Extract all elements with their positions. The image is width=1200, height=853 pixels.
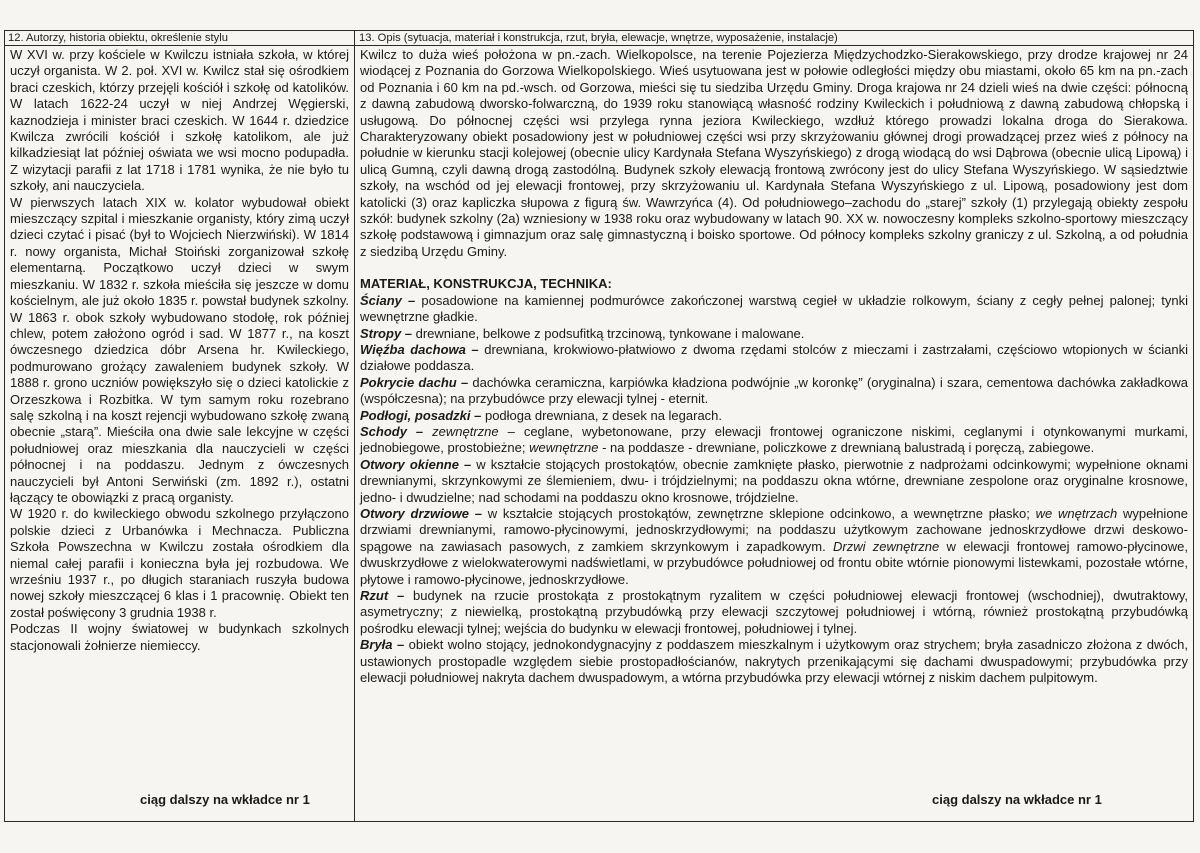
item-roofing — [360, 375, 1188, 408]
history-paragraph: W 1920 r. do kwileckiego obwodu szkolnego przyłączono polskie dzieci z Urbanówka i Mechnacza. Publiczna Szkoła Powszechna w Kwilczu została ośrodkiem dla niemal całej parafii i konieczna była jej rozbudowa. We wrześniu 1937 r., po długich staraniach ruszyła budowa nowej szkoły mieszczącej 6 klas i 1 pracownię. Obiekt ten został poświęcony 3 grudnia 1938 r. — [10, 506, 349, 620]
item-text: - na poddasze - drewniane, policzkowe z drewnianą balustradą i poręczą, zabiegowe. — [598, 440, 1095, 456]
item-term: Ściany – — [360, 292, 416, 308]
item-plan — [360, 588, 1188, 637]
item-term: Więźba dachowa – — [360, 341, 479, 357]
item-roof-truss — [360, 342, 1188, 375]
item-italic: wewnętrzne — [525, 440, 599, 456]
item-ceilings — [360, 326, 1188, 342]
item-italic: we wnętrzach — [1029, 505, 1118, 521]
item-text: dachówka ceramiczna, karpiówka kładziona podwójnie „w koronkę” (oryginalna) i szara, cementowa dachówka zakładkowa (współczesna); na przybudówce przy elewacji tylnej - eternit. — [360, 374, 1188, 407]
history-text — [4, 46, 354, 654]
item-doors — [360, 506, 1188, 588]
item-term: Rzut – — [360, 588, 405, 603]
item-floors — [360, 408, 1188, 424]
item-stairs — [360, 424, 1188, 457]
section-title: MATERIAŁ, KONSTRUKCJA, TECHNIKA: — [360, 276, 612, 292]
item-term: Otwory okienne – — [360, 456, 472, 472]
item-text: budynek na rzucie prostokąta z prostokątnym ryzalitem w części południowej elewacji frontowej (wschodniej), dwutraktowy, asymetryczny; z niewielką, prostokątną przybudówką przy elewacji szczytowej południowej i wtórną, również prostokątną przybudówką pośrodku elewacji tylnej; wejścia do budynku w elewacji frontowej, południowej i tylnej. — [360, 588, 1189, 636]
item-massing — [360, 637, 1188, 686]
item-italic: zewnętrzne — [423, 423, 499, 439]
item-walls — [360, 293, 1188, 326]
item-italic: Drzwi zewnętrzne — [825, 538, 940, 554]
history-paragraph: Podczas II wojny światowej w budynkach szkolnych stacjonowali żołnierze niemieccy. — [10, 621, 349, 653]
item-term: Schody – — [360, 423, 424, 439]
description-text — [355, 46, 1194, 686]
history-column — [4, 30, 355, 822]
description-header: 13. Opis (sytuacja, materiał i konstrukcja, rzut, bryła, elewacje, wnętrze, wyposażenie, instalacje) — [355, 30, 1194, 46]
item-text: podłoga drewniana, z desek na legarach. — [481, 407, 723, 423]
history-paragraph: W XVI w. przy kościele w Kwilczu istniała szkoła, w której uczył organista. W 2. poł. XVI w. Kwilcz stał się ośrodkiem braci czeskich, którzy przejęli kościół i szkołę od katolików. W latach 1622-24 uczył w niej Andrzej Węgierski, kaznodzieja i minister braci czeskich. W 1644 r. dziedzice Kwilcza zwrócili kościół i szkołę katolikom, ale już kilkadziesiąt lat później oświata we wsi mocno podupadła. Z wizytacji parafii z lat 1718 i 1781 wynika, że nie było tu szkoły, ani nauczyciela. — [10, 47, 349, 194]
item-term: Bryła – — [360, 637, 405, 653]
item-text: drewniana, krokwiowo-płatwiowo z dwoma rzędami stolców z mieczami i zastrzałami, częściowo wtopionych w ścianki działowe poddasza. — [360, 341, 1188, 374]
continuation-note-right: ciąg dalszy na wkładce nr 1 — [932, 792, 1102, 807]
item-term: Podłogi, posadzki – — [360, 407, 482, 423]
item-text: drewniane, belkowe z podsufitką trzcinową, tynkowane i malowane. — [412, 325, 805, 341]
item-text: w kształcie stojących prostokątów, obecnie zamknięte płasko, pierwotnie z nadprożami odcinkowymi; wypełnione oknami drewnianymi, skrzynkowymi ze ślemieniem, dwu- i trójdzielnymi; na poddaszu okna wtórne, drewniane zespolone oraz oryginalne krosnowe, jedno- i dwudzielne; nad schodami na poddaszu okno krosnowe, trójdzielne. — [360, 456, 1188, 505]
item-term: Stropy – — [360, 325, 413, 341]
item-windows — [360, 457, 1188, 506]
item-text: posadowione na kamiennej podmurówce zakończonej warstwą cegieł w układzie rolkowym, ściany z cegły pełnej palonej; tynki wewnętrzne gładkie. — [360, 292, 1188, 325]
history-paragraph: W pierwszych latach XIX w. kolator wybudował obiekt mieszczący szpital i mieszkanie organisty, który zimą uczył dzieci czytać i pisać (był to Wojciech Nierzwiński). W 1814 r. nowy organista, Michał Stoiński zorganizował szkołę elementarną. Początkowo uczył dzieci w swym mieszkaniu. W 1832 r. szkoła mieściła się jeszcze w domu kościelnym, ale już około 1835 r. powstał budynek szkolny. W 1863 r. obok szkoły wybudowano stodołę, rok później chlew, potem założono ogród i sad. W 1877 r., na koszt ówczesnego dziedzica dóbr Arsena hr. Kwileckiego, podmurowano grożący zawaleniem budynek szkoły. W 1888 r. grono uczniów powiększyło się o dzieci katolickie z Orzeszkowa i Rozbitka. W tym samym roku rozebrano salę szkolną i na koszt rejencji wybudowano szkołę zwaną obecnie „starą”. Mieściła ona dwie sale lekcyjne w części południowej oraz mieszkania dla nauczycieli w części północnej i na poddaszu. Jednym z ówczesnych nauczycieli był Antoni Serwiński (zm. 1892 r.), ostatni łączący te obowiązki z pracą organisty. — [10, 194, 349, 505]
item-term: Pokrycie dachu – — [360, 374, 469, 390]
description-column — [355, 30, 1194, 822]
item-text: – ceglane, wybetonowane, przy elewacji frontowej ograniczone niskimi, ceglanymi i otynkowanymi murkami, jednobiegowe, prostobieżne; — [360, 423, 1189, 456]
item-text: wypełnione drzwiami drewnianymi, ramowo-płycinowymi, jednoskrzydłowymi; na poddaszu użytkowym zachowane jednoskrzydłowe drzwi deskowo-spągowe na zawiasach pasowych, z zamkiem skrzynkowym i zapadkowym. — [360, 505, 1189, 554]
history-header: 12. Autorzy, historia obiektu, określenie stylu — [4, 30, 354, 46]
continuation-note-left: ciąg dalszy na wkładce nr 1 — [140, 792, 310, 807]
item-text: w elewacji frontowej ramowo-płycinowe, dwuskrzydłowe z wielokwaterowymi nadświetlami, w przybudówce południowej od frontu obite wtórnie pionowymi listewkami, pozostałe wtórne, płytowe i ramowo-płycinowe, jednoskrzydłowe. — [360, 538, 1188, 587]
description-intro: Kwilcz to duża wieś położona w pn.-zach. Wielkopolsce, na terenie Pojezierza Międzychodzko-Sierakowskiego, przy drodze krajowej nr 24 wiodącej z Poznania do Gorzowa Wielkopolskiego. Wieś usytuowana jest w połowie odległości między obu miastami, około 65 km na pn.-zach od Poznania i 60 km na pd.-wsch. od Gorzowa, mieści się tu siedziba Urzędu Gminy. Droga krajowa nr 24 dzieli wieś na dwie części: północną z dawną zabudową dworsko-folwarczną, do 1939 roku stanowiącą własność rodziny Kwileckich i południową z dawną zabudową chłopską i usługową. Do północnej części wsi przylega rynna jeziora Kwileckiego, wzdłuż którego prowadzi lokalna droga do Sierakowa. Charakteryzowany obiekt posadowiony jest w południowej części wsi przy skrzyżowaniu głównej drogi prowadzącej przez wieś z północy na południe w kierunku stacji kolejowej (obecnie ulicy Kardynała Stefana Wyszyńskiego) z drogą wiodącą do wsi Dąbrowa (obecnie ulicą Lipową) i ulicą Gumną, czyli dawną drogą zastodólną. Budynek szkoły elewacją frontową zwrócony jest do ulicy Stefana Wyszyńskiego. W sąsiedztwie szkoły, na wschód od jej elewacji frontowej, przy skrzyżowaniu ul. Kardynała Stefana Wyszyńskiego z ul. Lipową, posadowiony jest dom katolicki (3) oraz kapliczka słupowa z figurą św. Wawrzyńca (4). Od południowego–zachodu do „starej” szkoły (1) przylegają obiekty zespołu szkół: budynek szkolny (2a) wzniesiony w 1938 roku oraz wybudowany w latach 90. XX w. nowoczesny kompleks szkolno-sportowy mieszczący szkołę podstawową i gimnazjum oraz salę gimnastyczną i boisko sportowe. Od północy kompleks szkolny graniczy z ul. Szkolną, a od południa z siedzibą Urzędu Gminy. — [360, 47, 1188, 259]
item-text: obiekt wolno stojący, jednokondygnacyjny z poddaszem mieszkalnym i użytkowym oraz strychem; bryła zasadniczo złożona z dwóch, ustawionych prostopadle względem siebie prostopadłościanów, nakrytych przenikającymi się dachami dwuspadowymi; przybudówka przy elewacji południowej nakryta dachem dwuspadowym, a wtórna przybudówka przy elewacji wtórnej z niskim dachem pulpitowym. — [360, 637, 1188, 686]
item-term: Otwory drzwiowe – — [360, 505, 482, 521]
item-text: w kształcie stojących prostokątów, zewnętrzne sklepione odcinkowo, a wewnętrzne płasko; — [481, 505, 1030, 521]
